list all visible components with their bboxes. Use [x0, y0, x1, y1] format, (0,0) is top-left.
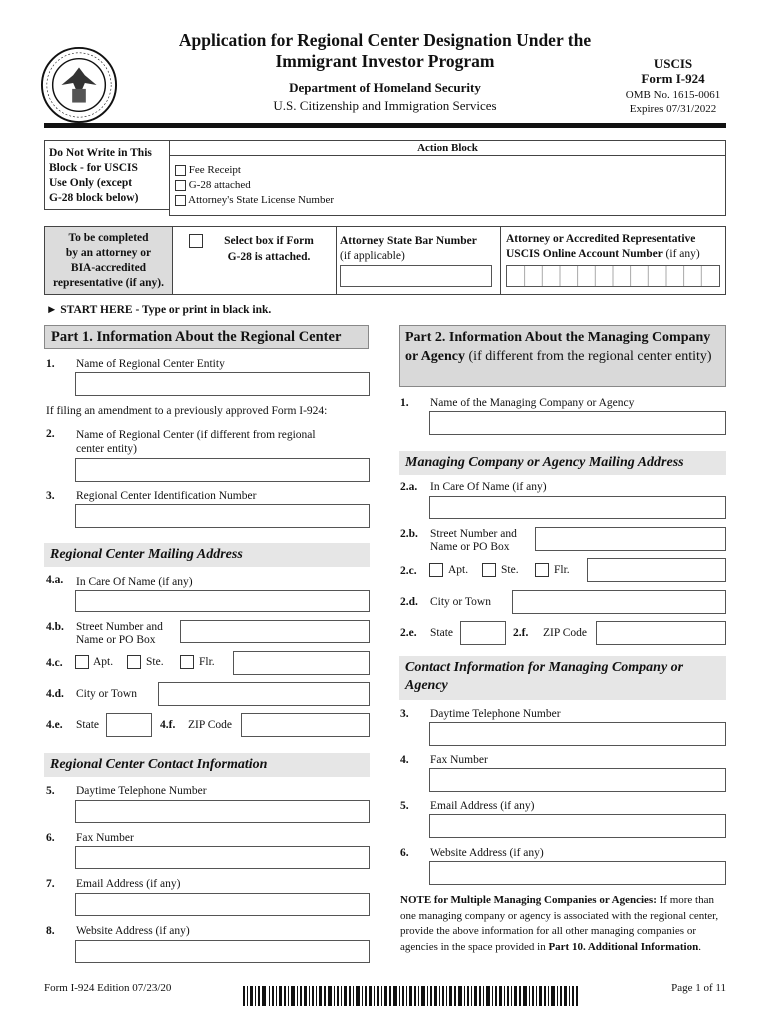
p1-q4a-num: 4.a. — [46, 574, 64, 586]
p2-q4-label: Fax Number — [430, 754, 488, 766]
p2-q2b-num: 2.b. — [400, 528, 418, 540]
page-number: Page 1 of 11 — [671, 982, 726, 994]
p2-q2d-label: City or Town — [430, 596, 491, 608]
p2-fax-input[interactable] — [429, 768, 726, 792]
regional-center-id-input[interactable] — [75, 504, 370, 528]
p1-q4b-label: Street Number and Name or PO Box — [76, 621, 163, 646]
p2-q2a-label: In Care Of Name (if any) — [430, 481, 547, 493]
p1-city-input[interactable] — [158, 682, 370, 706]
g28-cell — [173, 227, 337, 294]
p1-q4c-num: 4.c. — [46, 657, 63, 669]
header-rule — [44, 123, 726, 128]
p1-mailing-heading: Regional Center Mailing Address — [44, 543, 370, 567]
p2-apt-label: Apt. — [448, 564, 469, 576]
bar-number-sub: (if applicable) — [340, 250, 405, 262]
online-account-cell — [500, 227, 725, 294]
action-block-title: Action Block — [170, 141, 725, 156]
p1-q4d-label: City or Town — [76, 688, 137, 700]
p1-q5-num: 5. — [46, 785, 55, 797]
attorney-block — [44, 226, 726, 295]
p2-q2f-num: 2.f. — [513, 627, 529, 639]
p2-q3-num: 3. — [400, 708, 409, 720]
p1-q3-label: Regional Center Identification Number — [76, 490, 257, 502]
p1-zip-input[interactable] — [241, 713, 370, 737]
p2-street-input[interactable] — [535, 527, 726, 551]
p2-q2f-label: ZIP Code — [543, 627, 587, 639]
part1-heading: Part 1. Information About the Regional Center — [44, 325, 369, 349]
regional-center-entity-input[interactable] — [75, 372, 370, 396]
p1-ste-label: Ste. — [146, 656, 164, 668]
multiple-companies-note: NOTE for Multiple Managing Companies or Agencies: If more than one managing company or agency is associated with the regional center, provide the above information for all other managing companies or agencies in the space provided in Part 10. Additional Information. — [400, 894, 719, 953]
p2-q3-label: Daytime Telephone Number — [430, 708, 561, 720]
p2-state-select[interactable] — [460, 621, 506, 645]
attorney-block-instructions: To be completed by an attorney or BIA-accredited representative (if any). — [45, 227, 173, 294]
p2-contact-heading: Contact Information for Managing Company or Agency — [399, 656, 726, 700]
p1-phone-input[interactable] — [75, 800, 370, 823]
managing-company-name-input[interactable] — [429, 411, 726, 435]
p1-q4a-label: In Care Of Name (if any) — [76, 576, 193, 588]
p2-ste-checkbox[interactable] — [482, 563, 496, 577]
form-edition: Form I-924 Edition 07/23/20 — [44, 982, 172, 994]
barcode — [243, 986, 578, 1006]
p1-q4e-label: State — [76, 719, 99, 731]
regional-center-name-input[interactable] — [75, 458, 370, 482]
p2-zip-input[interactable] — [596, 621, 726, 645]
p2-mailing-heading: Managing Company or Agency Mailing Address — [399, 451, 726, 475]
p1-contact-heading: Regional Center Contact Information — [44, 753, 370, 777]
g28-attached-checkbox[interactable] — [175, 180, 186, 191]
department: Department of Homeland Security — [289, 80, 481, 95]
p2-city-input[interactable] — [512, 590, 726, 614]
p2-q2e-label: State — [430, 627, 453, 639]
p2-ste-label: Ste. — [501, 564, 519, 576]
p1-q2-label: Name of Regional Center (if different from regional center entity) — [76, 429, 316, 455]
p2-q5-label: Email Address (if any) — [430, 800, 535, 812]
p2-flr-checkbox[interactable] — [535, 563, 549, 577]
g28-label: Select box if Form G-28 is attached. — [224, 235, 314, 263]
p1-flr-label: Flr. — [199, 656, 215, 668]
p1-q7-num: 7. — [46, 878, 55, 890]
p2-q2d-num: 2.d. — [400, 596, 418, 608]
agency: U.S. Citizenship and Immigration Services — [273, 98, 497, 113]
p1-state-select[interactable] — [106, 713, 152, 737]
p1-q4d-num: 4.d. — [46, 688, 64, 700]
amendment-note: If filing an amendment to a previously approved Form I-924: — [46, 405, 328, 417]
p1-q1-label: Name of Regional Center Entity — [76, 358, 225, 370]
p2-q1-label: Name of the Managing Company or Agency — [430, 397, 635, 409]
p1-q3-num: 3. — [46, 490, 55, 502]
p1-q4e-num: 4.e. — [46, 719, 63, 731]
p1-q6-num: 6. — [46, 832, 55, 844]
p1-q8-num: 8. — [46, 925, 55, 937]
bar-number-label: Attorney State Bar Number — [340, 235, 477, 247]
start-here: ► START HERE - Type or print in black ink. — [46, 304, 272, 316]
fee-receipt-checkbox[interactable] — [175, 165, 186, 176]
attorney-license-checkbox[interactable] — [175, 195, 186, 206]
p1-q4f-label: ZIP Code — [188, 719, 232, 731]
p1-email-input[interactable] — [75, 893, 370, 916]
bar-number-input[interactable] — [340, 265, 492, 287]
p2-q5-num: 5. — [400, 800, 409, 812]
p2-phone-input[interactable] — [429, 722, 726, 746]
p1-flr-checkbox[interactable] — [180, 655, 194, 669]
p1-q8-label: Website Address (if any) — [76, 925, 190, 937]
p2-q2e-num: 2.e. — [400, 627, 417, 639]
p1-ste-checkbox[interactable] — [127, 655, 141, 669]
p2-q6-num: 6. — [400, 847, 409, 859]
p1-q4f-num: 4.f. — [160, 719, 176, 731]
g28-checkbox[interactable] — [189, 234, 203, 248]
p1-q7-label: Email Address (if any) — [76, 878, 181, 890]
p2-q2c-num: 2.c. — [400, 565, 417, 577]
p2-q2a-num: 2.a. — [400, 481, 418, 493]
p2-q4-num: 4. — [400, 754, 409, 766]
part2-heading: Part 2. Information About the Managing Company or Agency (if different from the regional center entity) — [399, 325, 726, 387]
bar-number-cell — [336, 227, 501, 294]
fee-receipt-label: Fee Receipt — [188, 164, 241, 176]
online-account-input[interactable] — [506, 265, 720, 287]
form-title: Application for Regional Center Designation Under the Immigrant Investor Program — [178, 30, 592, 71]
p1-q1-num: 1. — [46, 358, 55, 370]
p1-unit-input[interactable] — [233, 651, 370, 675]
g28-attached-label: G-28 attached — [188, 179, 251, 191]
form-number: Form I-924 — [641, 71, 705, 86]
p1-website-input[interactable] — [75, 940, 370, 963]
p2-apt-checkbox[interactable] — [429, 563, 443, 577]
p2-email-input[interactable] — [429, 814, 726, 838]
p2-q1-num: 1. — [400, 397, 409, 409]
p2-flr-label: Flr. — [554, 564, 570, 576]
p1-apt-label: Apt. — [93, 656, 114, 668]
p1-care-of-input[interactable] — [75, 590, 370, 612]
org-label: USCIS — [653, 56, 693, 71]
p2-unit-input[interactable] — [587, 558, 726, 582]
dhs-seal — [40, 46, 118, 124]
attorney-license-label: Attorney's State License Number — [188, 194, 335, 206]
account-digit-dividers — [507, 266, 719, 286]
p2-q2b-label: Street Number and Name or PO Box — [430, 528, 517, 553]
p1-q2-num: 2. — [46, 428, 55, 440]
p1-fax-input[interactable] — [75, 846, 370, 869]
p2-q6-label: Website Address (if any) — [430, 847, 544, 859]
online-account-label: Attorney or Accredited Representative USCIS Online Account Number (if any) — [506, 233, 700, 260]
p1-q6-label: Fax Number — [76, 832, 134, 844]
p1-q4b-num: 4.b. — [46, 621, 64, 633]
p1-street-input[interactable] — [180, 620, 370, 643]
p1-q5-label: Daytime Telephone Number — [76, 785, 207, 797]
expiration: Expires 07/31/2022 — [629, 103, 717, 115]
p2-care-of-input[interactable] — [429, 496, 726, 519]
p2-website-input[interactable] — [429, 861, 726, 885]
action-block — [169, 140, 726, 216]
omb-number: OMB No. 1615-0061 — [625, 89, 721, 101]
uscis-side-label: Do Not Write in This Block - for USCIS Use Only (except G-28 block below) — [44, 140, 170, 210]
p1-apt-checkbox[interactable] — [75, 655, 89, 669]
